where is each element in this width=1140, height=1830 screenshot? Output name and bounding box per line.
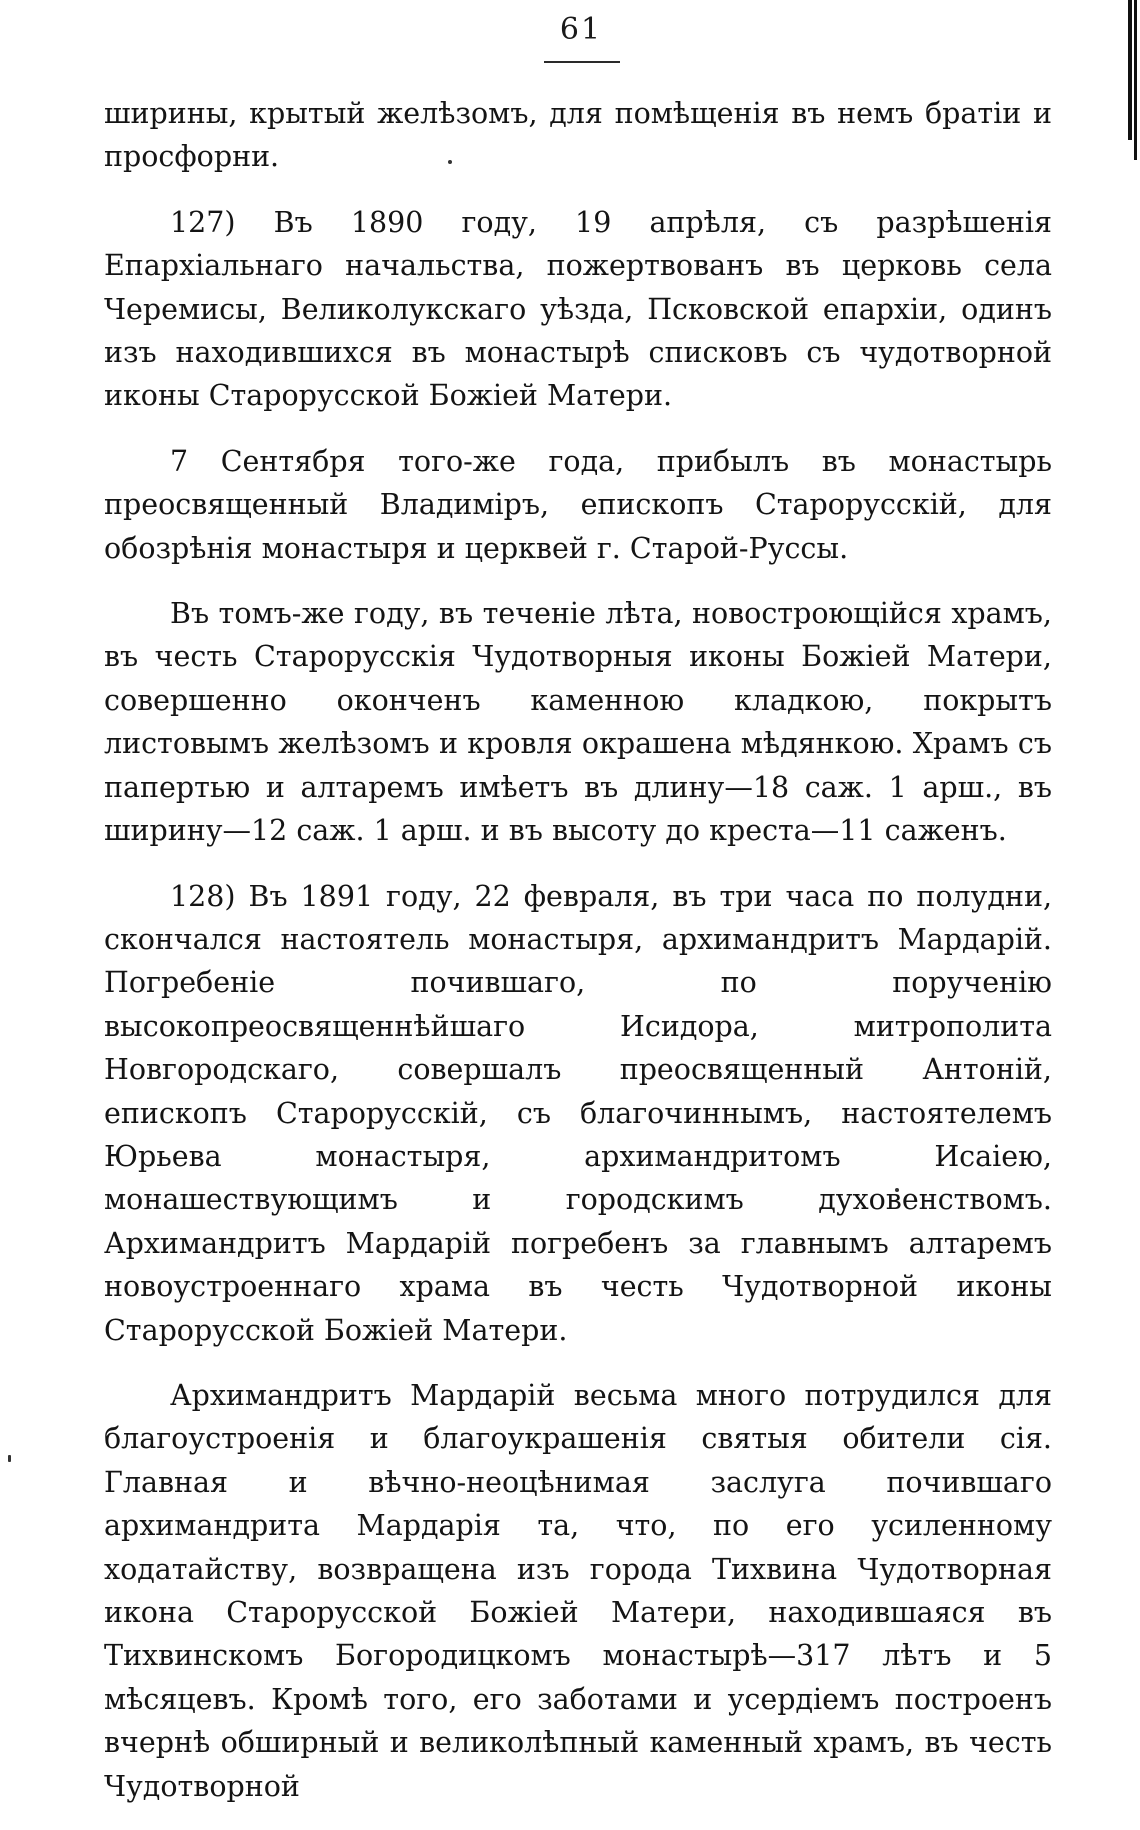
paragraph-mardariy: Архимандритъ Мардарій весьма много потрудился для благоустроенія и благоукрашенія святыя обители сія. Главная и вѣчно-неоцѣнимая заслуга почившаго архимандрита Мардарія та, что, по его усиленному ходатайству, возвращена изъ города Тихвина Чудотворная икона Старорусской Божіей Матери, находившаяся въ Тихвинскомъ Богородицкомъ монастырѣ—317 лѣтъ и 5 мѣсяцевъ. Кромѣ того, его заботами и усердіемъ построенъ вчернѣ обширный и великолѣпный каменный храмъ, въ честь Чудотворной [104, 1378, 1052, 1803]
page-number: 61 [559, 12, 603, 47]
ink-speck [8, 1455, 11, 1462]
body-text [104, 92, 1052, 1830]
paragraph-continuation: ширины, крытый желѣзомъ, для помѣщенія въ немъ братіи и просфорни. [104, 97, 1052, 174]
paragraph-new-church: Въ томъ-же году, въ теченіе лѣта, новостроющійся храмъ, въ честь Старорусскія Чудотворныя иконы Божіей Матери, совершенно оконченъ каменною кладкою, покрытъ листовымъ желѣзомъ и кровля окрашена мѣдянкою. Храмъ съ папертью и алтаремъ имѣетъ въ длину—18 саж. 1 арш., въ ширину—12 саж. 1 арш. и въ высоту до креста—11 саженъ. [104, 597, 1052, 848]
page-number-underline [544, 61, 620, 63]
paragraph-september: 7 Сентября того-же года, прибылъ въ монастырь преосвященный Владиміръ, епископъ Старорусскій, для обозрѣнія монастыря и церквей г. Старой-Руссы. [104, 444, 1052, 565]
paragraph-127: 127) Въ 1890 году, 19 апрѣля, съ разрѣшенія Епархіальнаго начальства, пожертвованъ въ церковь села Черемисы, Великолукскаго уѣзда, Псковской епархіи, одинъ изъ находившихся въ монастырѣ списковъ съ чудотворной иконы Старорусской Божіей Матери. [104, 205, 1052, 413]
paragraph-128: 128) Въ 1891 году, 22 февраля, въ три часа по полудни, скончался настоятель монастыря, архимандритъ Мардарій. Погребеніе почившаго, по порученію высокопреосвященнѣйшаго Исидора, митрополита Новгородскаго, совершалъ преосвященный Антоній, епископъ Старорусскій, съ благочиннымъ, настоятелемъ Юрьева монастыря, архимандритомъ Исаіею, монашествующимъ и городскимъ духовенствомъ. Архимандритъ Мардарій погребенъ за главнымъ алтаремъ новоустроеннаго храма въ честь Чудотворной иконы Старорусской Божіей Матери. [104, 879, 1052, 1347]
